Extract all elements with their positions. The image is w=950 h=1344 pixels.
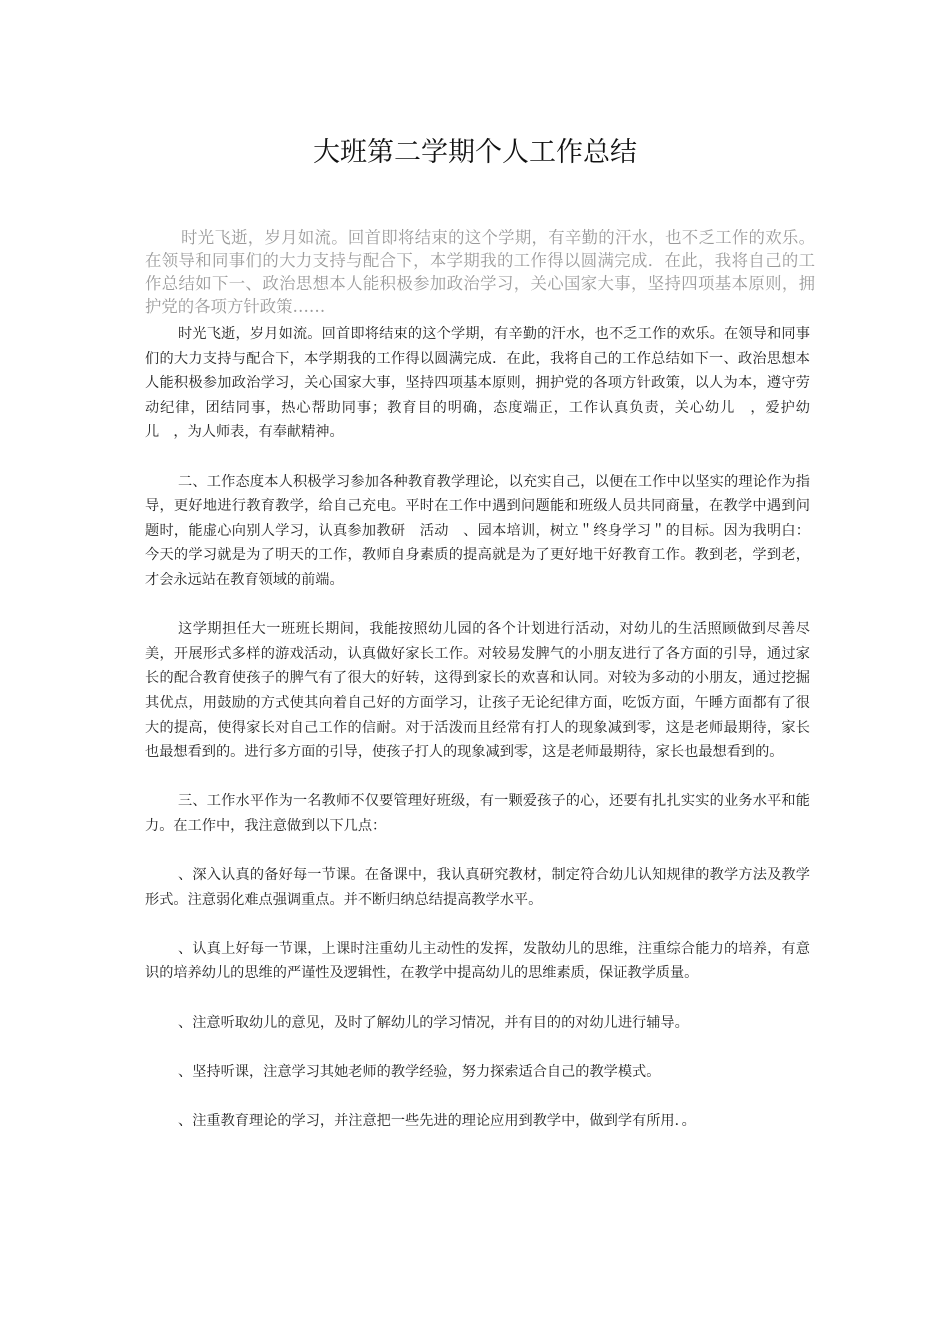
paragraph-teaching: 、认真上好每一节课，上课时注重幼儿主动性的发挥，发散幼儿的思维，注重综合能力的培养，有意识的培养幼儿的思维的严谨性及逻辑性，在教学中提高幼儿的思维素质，保证教学质量。: [145, 940, 810, 982]
paragraph-class-leader: 这学期担任大一班班长期间，我能按照幼儿园的各个计划进行活动，对幼儿的生活照顾做到尽善尽美，开展形式多样的游戏活动，认真做好家长工作。对较易发脾气的小朋友进行了各方面的引导，通过家长的配合教育使孩子的脾气有了很大的好转，这得到家长的欢喜和认同。对较为多动的小朋友，通过挖掘其优点，用鼓励的方式使其向着自己好的方面学习，让孩子无论纪律方面，吃饭方面，午睡方面都有了很大的提高，使得家长对自己工作的信耐。对于活泼而且经常有打人的现象减到零，这是老师最期待，家长也最想看到的。进行多方面的引导，使孩子打人的现象减到零，这是老师最期待，家长也最想看到的。: [145, 621, 810, 761]
document-body: [145, 322, 810, 1158]
summary-excerpt: 时光飞逝，岁月如流。回首即将结束的这个学期，有辛勤的汗水，也不乏工作的欢乐。在领导和同事们的大力支持与配合下，本学期我的工作得以圆满完成．在此，我将自己的工作总结如下一、政治思想本人能积极参加政治学习，关心国家大事，坚持四项基本原则，拥护党的各项方针政策……: [145, 228, 815, 316]
paragraph-listening: 、注意听取幼儿的意见，及时了解幼儿的学习情况，并有目的的对幼儿进行辅导。: [178, 1014, 689, 1031]
paragraph-political: 时光飞逝，岁月如流。回首即将结束的这个学期，有辛勤的汗水，也不乏工作的欢乐。在领导和同事们的大力支持与配合下，本学期我的工作得以圆满完成．在此，我将自己的工作总结如下一、政治思想本人能积极参加政治学习，关心国家大事，坚持四项基本原则，拥护党的各项方针政策，以人为本，遵守劳动纪律，团结同事，热心帮助同事；教育目的明确，态度端正，工作认真负责，关心幼儿 ，爱护幼儿 ，为人师表，有奉献精神。: [145, 326, 810, 441]
document-title: 大班第二学期个人工作总结: [313, 137, 637, 168]
paragraph-attitude: 二、工作态度本人积极学习参加各种教育教学理论，以充实自己，以便在工作中以坚实的理论作为指导，更好地进行教育教学，给自己充电。平时在工作中遇到问题能和班级人员共同商量，在教学中遇到问题时，能虚心向别人学习，认真参加教研 活动 、园本培训，树立＂终身学习＂的目标。因为我明白：今天的学习就是为了明天的工作，教师自身素质的提高就是为了更好地干好教育工作。教到老，学到老，才会永远站在教育领域的前端。: [145, 473, 810, 588]
paragraph-theory: 、注重教育理论的学习，并注意把一些先进的理论应用到教学中，做到学有所用．。: [178, 1113, 696, 1129]
paragraph-work-level: 三、工作水平作为一名教师不仅要管理好班级，有一颗爱孩子的心，还要有扎扎实实的业务水平和能力。在工作中，我注意做到以下几点：: [145, 793, 810, 834]
paragraph-observing: 、坚持听课，注意学习其她老师的教学经验，努力探索适合自己的教学模式。: [178, 1063, 661, 1080]
paragraph-lesson-prep: 、深入认真的备好每一节课。在备课中，我认真研究教材，制定符合幼儿认知规律的教学方法及教学形式。注意弱化难点强调重点。并不断归纳总结提高教学水平。: [145, 867, 810, 908]
